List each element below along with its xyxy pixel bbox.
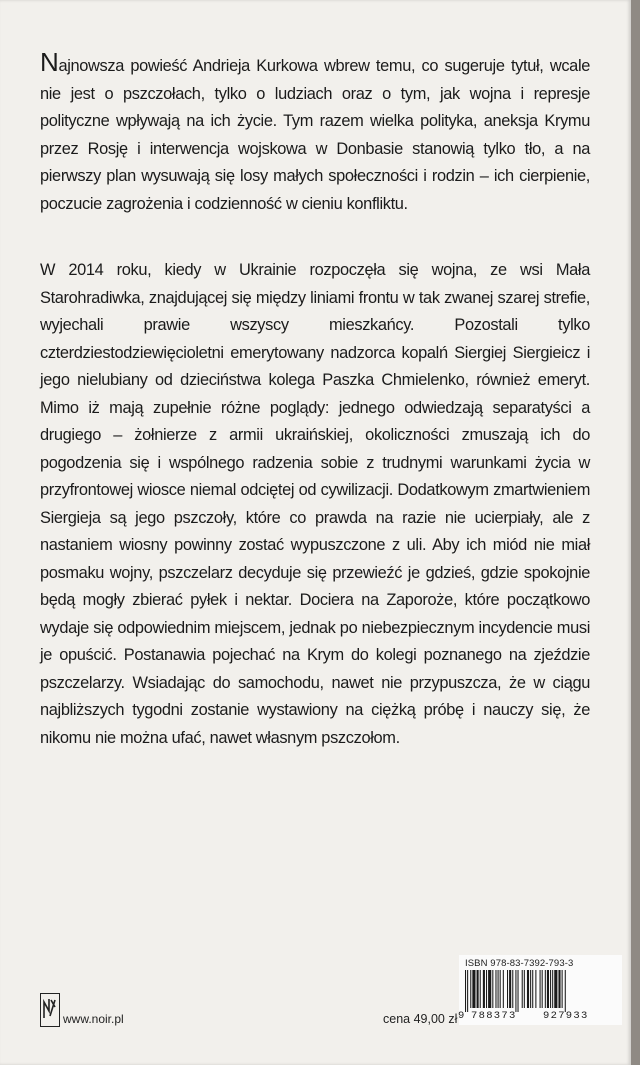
blurb-paragraph-2: W 2014 roku, kiedy w Ukrainie rozpoczęła się wojna, ze wsi Mała Starohradiwka, znajdującej się między liniami frontu w tak zwanej szarej strefie, wyjechali prawie wszyscy mieszkańcy. Pozostali tylko czterdziestodziewięcioletni emerytowany nadzorca kopalń Siergiej Siergieicz i jego nielubiany od dzieciństwa kolega Paszka Chmielenko, również emeryt. Mimo iż mają zupełnie różne poglądy: jednego odwiedzają separatyści a drugiego – żołnierze z armii ukraińskiej, okoliczności zmuszają ich do pogodzenia się i wspólnego radzenia sobie z trudnymi warunkami życia w przyfrontowej wiosce niemal odciętej od cywilizacji. Dodatkowym zmartwieniem Siergieja są jego pszczoły, które co prawda na razie nie ucierpiały, ale z nastaniem wiosny powinny zostać wypuszczone z uli. Aby ich miód nie miał posmaku wojny, pszczelarz decyduje się przewieźć je gdzieś, gdzie spokojnie będą mogły zbierać pyłek i nektar. Dociera na Zaporoże, które początkowo wydaje się odpowiednim miejscem, jednak po niebezpiecznym incydencie musi je opuścić. Postanawia pojechać na Krym do kolegi poznanego na zjeździe pszczelarzy. Wsiadając do samochodu, nawet nie przypuszcza, że w ciągu najbliższych tygodni zostanie wystawiony na ciężką próbę i nauczy się, że nikomu nie można ufać, nawet własnym pszczołom. (40, 261, 590, 747)
blurb-paragraph-1-text: ajnowsza powieść Andrieja Kurkowa wbrew temu, co sugeruje tytuł, wcale nie jest o pszczołach, tylko o ludziach oraz o tym, jak wojna i represje polityczne wpływają na ich życie. Tym razem wielka polityka, aneksja Krymu przez Rosję i interwencja wojskowa w Donbasie stanowią tylko tło, a na pierwszy plan wysuwają się losy małych społeczności i rodzin – ich cierpienie, poczucie zagrożenia i codzienność w cieniu konfliktu. (40, 57, 590, 213)
publisher-mark (40, 993, 124, 1027)
noir-logo-icon (40, 993, 60, 1027)
publisher-url[interactable]: www.noir.pl (63, 1012, 124, 1026)
barcode-bars (465, 970, 616, 1012)
ean-left-group: 788373 (471, 1010, 517, 1022)
blurb-paragraph-1 (40, 47, 590, 218)
ean-right-group: 927933 (543, 1010, 589, 1022)
ean-first-digit: 9 (458, 1010, 466, 1022)
drop-cap: N (40, 47, 59, 77)
barcode (459, 955, 622, 1025)
isbn-text: ISBN 978-83-7392-793-3 (465, 958, 574, 969)
price-label: cena 49,00 zł (383, 1012, 458, 1026)
